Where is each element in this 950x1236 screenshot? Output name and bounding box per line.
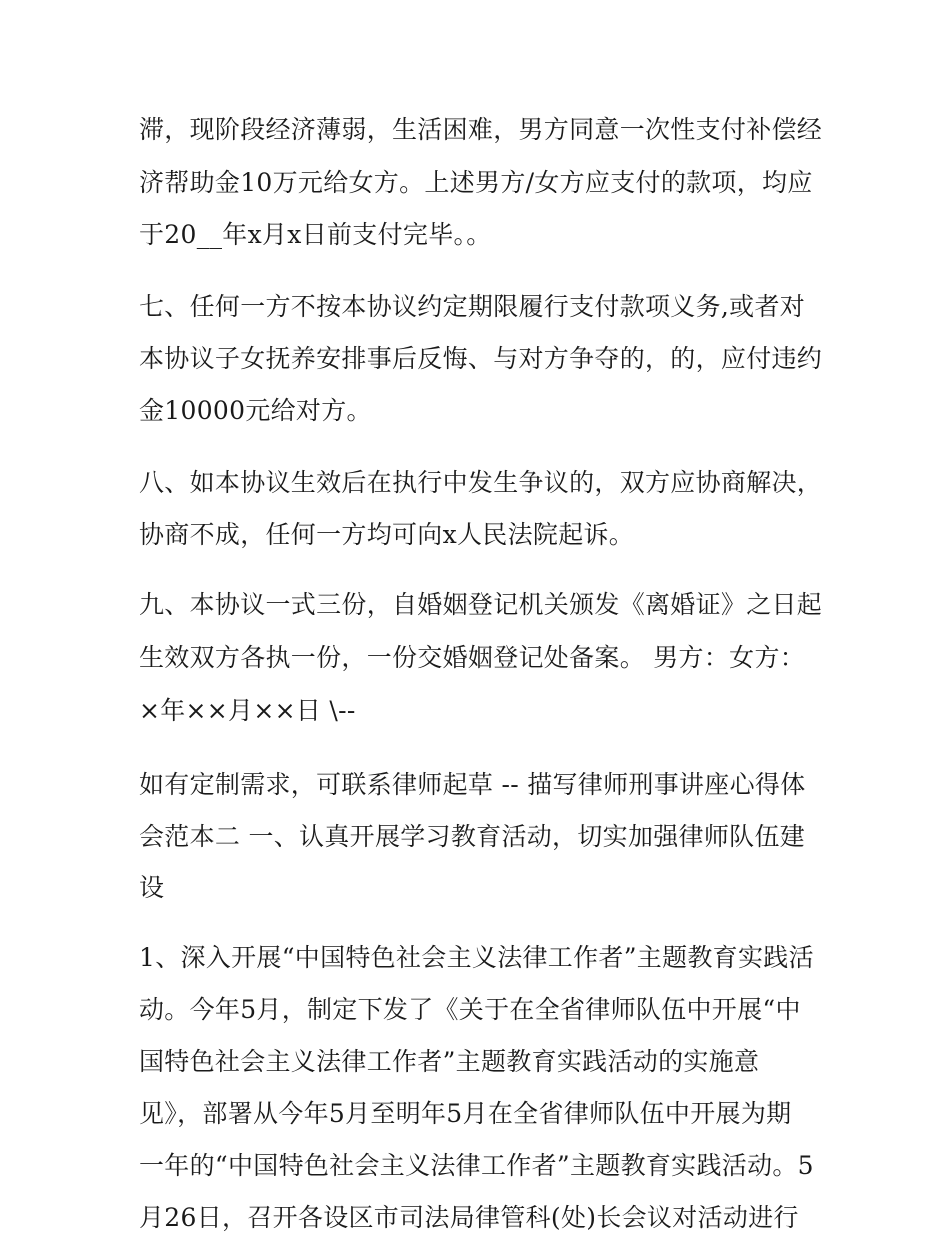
text-line: 设 (139, 873, 165, 902)
text-line: 见》，部署从今年5月至明年5月在全省律师队伍中开展为期 (139, 1099, 792, 1128)
text-line: 本协议子女抚养安排事后反悔、与对方争夺的，的，应付违约 (139, 344, 823, 373)
text-line: 生效双方各执一份，一份交婚姻登记处备案。 男方：女方： (139, 643, 806, 672)
text-line: 九、本协议一式三份，自婚姻登记机关颁发《离婚证》之日起 (139, 590, 823, 619)
text-line: 如有定制需求，可联系律师起草 -- 描写律师刑事讲座心得体 (139, 770, 806, 799)
text-line: 济帮助金10万元给女方。上述男方/女方应支付的款项，均应 (139, 168, 813, 197)
text-line: 协商不成，任何一方均可向x人民法院起诉。 (139, 520, 635, 549)
text-line: ×年××月××日 \-- (139, 696, 356, 725)
text-line: 动。今年5月，制定下发了《关于在全省律师队伍中开展“中 (139, 995, 801, 1024)
text-line: 1、深入开展“中国特色社会主义法律工作者”主题教育实践活 (139, 943, 814, 972)
text-line: 八、如本协议生效后在执行中发生争议的，双方应协商解决， (139, 468, 823, 497)
text-line: 一年的“中国特色社会主义法律工作者”主题教育实践活动。5 (139, 1151, 814, 1180)
text-line: 滞，现阶段经济薄弱，生活困难，男方同意一次性支付补偿经 (139, 115, 823, 144)
text-line: 金10000元给对方。 (139, 396, 372, 425)
text-line: 会范本二 一、认真开展学习教育活动，切实加强律师队伍建 (139, 822, 806, 851)
text-line: 国特色社会主义法律工作者”主题教育实践活动的实施意 (139, 1047, 760, 1076)
text-line: 月26日，召开各设区市司法局律管科(处)长会议对活动进行 (139, 1203, 799, 1232)
text-line: 七、任何一方不按本协议约定期限履行支付款项义务,或者对 (139, 292, 806, 321)
text-line: 于20__年x月x日前支付完毕。。 (139, 220, 492, 249)
